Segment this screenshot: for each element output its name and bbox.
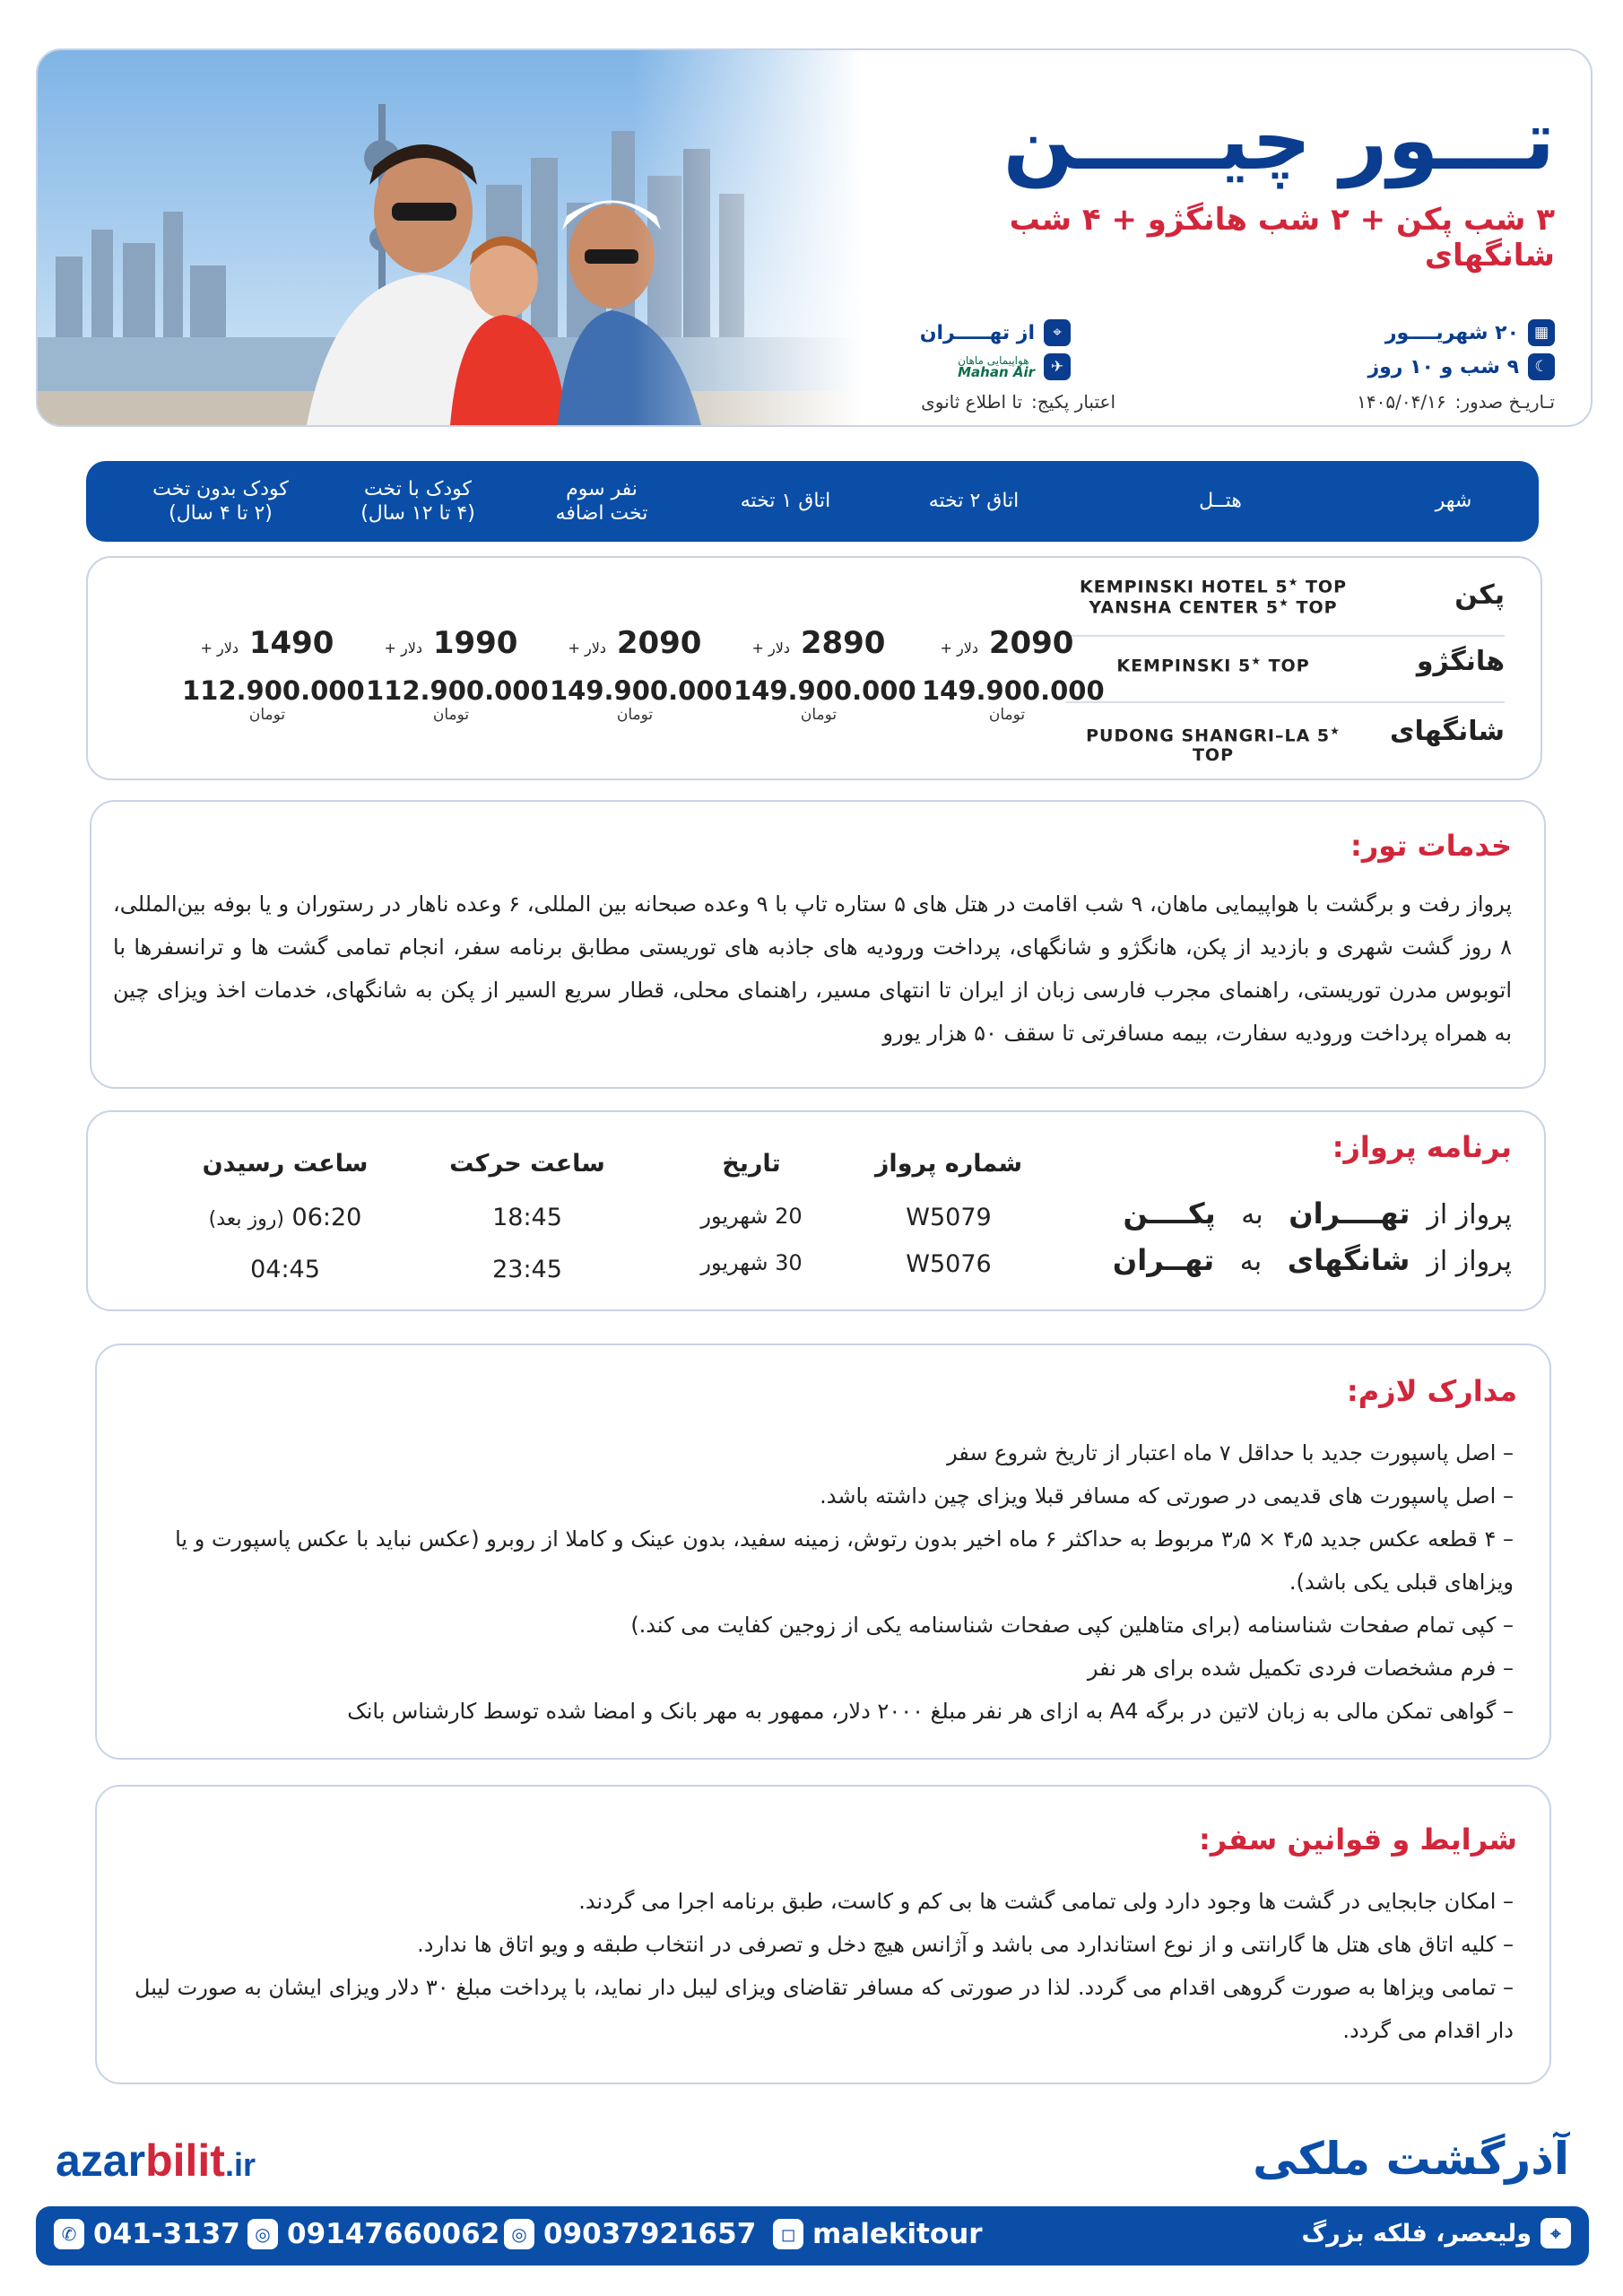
list-item: – اصل پاسپورت جدید با حداقل ۷ ماه اعتبار از تاریخ شروع سفر (115, 1431, 1514, 1474)
issue-date: تـاریـخ صدور: ۱۴۰۵/۰۴/۱۶ (1357, 391, 1555, 413)
th-hotel: هتــل (1199, 490, 1242, 513)
flights-card (86, 1110, 1546, 1311)
price-single: 2890 دلار + 149.900.000 تومان (733, 625, 916, 724)
origin-info: ⌖ از تهـــــران (920, 319, 1071, 346)
list-item: – تمامی ویزاها به صورت گروهی اقدام می گردد. لذا در صورتی که مسافر تقاضای ویزای لیبل دار نماید، با پرداخت مبلغ ۳۰ دلار ویزای ایشان به صورت لیبل دار اقدام می گردد. (115, 1966, 1514, 2052)
azarbilit-logo: azarbilit.ir (56, 2135, 256, 2186)
phone-icon: ✆ (54, 2219, 84, 2249)
hero-photo (38, 50, 863, 425)
city-hangzhou: هانگژو (1416, 646, 1505, 677)
duration-info: ☾ ۹ شب و ۱۰ روز (1367, 353, 1555, 380)
list-item: – ۴ قطعه عکس جدید ۴٫۵ × ۳٫۵ مربوط به حداکثر ۶ ماه اخیر بدون رتوش، زمینه سفید، بدون عینک و کاملا از روبرو (عکس نباید با عکس پاسپورت و یا ویزاهای قبلی یکی باشد). (115, 1518, 1514, 1604)
list-item: – کلیه اتاق های هتل ها گارانتی و از نوع استاندارد می باشد و آژانس هیچ دخل و تصرفی در انتخاب طبقه و ویو اتاق ها ندارد. (115, 1923, 1514, 1966)
airplane-icon: ✈ (1044, 353, 1071, 380)
azargasht-maleki-logo: آذرگشت ملکی (1253, 2133, 1569, 2185)
services-text: پرواز رفت و برگشت با هواپیمایی ماهان، ۹ شب اقامت در هتل های ۵ ستاره تاپ با ۹ وعده صبحانه بین المللی، ۶ وعده ناهار در رستوران و یا بوفه بین‌المللی، ۸ روز گشت شهری و بازدید از پکن، هانگژو و شانگهای، پرداخت ورودیه های جاذبه های توریستی مطابق برنامه سفر، انجام تمامی گشت ها و ترانسفرها با اتوبوس مدرن توریستی، راهنمای مجرب فارسی زبان از ایران تا انتهای مسیر، راهنمای محلی، قطار سریع السیر از پکن به شانگهای، خدمات اخذ ویزای چین به همراه پرداخت ورودیه سفارت، بیمه مسافرتی تا سقف ۵۰ هزار یورو (113, 891, 1513, 1046)
validity: اعتبار پکیج: تا اطلاع ثانوی (921, 391, 1115, 413)
row-divider (1065, 701, 1505, 703)
terms-card (95, 1785, 1551, 2084)
flight-arrive: 06:20 (روز بعد) (208, 1204, 362, 1231)
price-table (86, 556, 1542, 780)
page-title: تـــور چیـــــن (1002, 92, 1555, 188)
list-item: – کپی تمام صفحات شناسنامه (برای متاهلین کپی صفحات شناسنامه یکی از زوجین کفایت می کند.) (115, 1604, 1514, 1647)
th-single: اتاق ۱ تخته (740, 490, 831, 513)
price-child-bed: 1990 دلار + 112.900.000 تومان (366, 625, 549, 724)
th-child-nobed: کودک بدون تخت (۲ تا ۴ سال) (152, 477, 289, 525)
phone-link[interactable]: ✆ 041-3137 (54, 2218, 240, 2250)
flight-number: W5079 (906, 1204, 992, 1231)
address: ⌖ ولیعصر، فلکه بزرگ (1301, 2218, 1571, 2248)
row-divider (1065, 635, 1505, 637)
documents-list (115, 1431, 1514, 1733)
location-pin-icon: ⌖ (1044, 319, 1071, 346)
airline-info (958, 353, 1071, 380)
route-1: پرواز از تهــــران به پکــــن (1123, 1196, 1512, 1231)
hero-info (891, 77, 1555, 418)
hotel-beijing: KEMPINSKI HOTEL 5★ TOP YANSHA CENTER 5★ TOP (1080, 576, 1347, 618)
list-item: – فرم مشخصات فردی تکمیل شده برای هر نفر (115, 1647, 1514, 1690)
route-2: پرواز از شانگهای به تهــران (1112, 1243, 1512, 1277)
whatsapp-icon: ◎ (247, 2219, 278, 2249)
city-shanghai: شانگهای (1389, 716, 1505, 747)
price-child-nobed: 1490 دلار + 112.900.000 تومان (182, 625, 365, 724)
hotel-hangzhou: KEMPINSKI 5★ TOP (1116, 655, 1310, 676)
list-item: – گواهی تمکن مالی به زبان لاتین در برگه A4 به ازای هر نفر مبلغ ۲۰۰۰ دلار، ممهور به مهر بانک و امضا شده توسط کارشناس بانک (115, 1690, 1514, 1733)
services-title: خدمات تور: (1350, 829, 1512, 863)
services-card (90, 800, 1546, 1089)
whatsapp-icon: ◎ (504, 2219, 534, 2249)
price-extra-bed: 2090 دلار + 149.900.000 تومان (550, 625, 733, 724)
moon-icon: ☾ (1528, 353, 1555, 380)
flight-date: 30 شهریور (700, 1250, 803, 1275)
price-double: 2090 دلار + 149.900.000 تومان (922, 625, 1105, 724)
whatsapp-link-1[interactable]: ◎ 09147660062 (247, 2218, 499, 2250)
th-city: شهر (1435, 490, 1472, 513)
th-child-bed: کودک با تخت (۴ تا ۱۲ سال) (360, 477, 475, 525)
list-item: – اصل پاسپورت های قدیمی در صورتی که مسافر قبلا ویزای چین داشته باشد. (115, 1474, 1514, 1518)
tour-subtitle: ۳ شب پکن + ۲ شب هانگژو + ۴ شب شانگهای (1009, 202, 1555, 274)
calendar-icon: ▦ (1528, 319, 1555, 346)
flight-depart: 18:45 (492, 1204, 562, 1231)
location-pin-icon: ⌖ (1541, 2218, 1571, 2248)
airline-logo: هواپیمایی ماهان Mahan Air (958, 353, 1035, 380)
flight-depart: 23:45 (492, 1256, 562, 1283)
contact-bar (36, 2206, 1589, 2266)
documents-card (95, 1344, 1551, 1760)
list-item: – امکان جابجایی در گشت ها وجود دارد ولی تمامی گشت ها بی کم و کاست، طبق برنامه اجرا می گردند. (115, 1880, 1514, 1923)
fh-arrive: ساعت رسیدن (202, 1150, 369, 1178)
hotel-shanghai: PUDONG SHANGRI–LA 5★ TOP (1086, 725, 1341, 766)
documents-title: مدارک لازم: (1346, 1374, 1517, 1408)
flight-arrive: 04:45 (250, 1256, 320, 1283)
fh-number: شماره پرواز (874, 1150, 1023, 1178)
hero-card (36, 48, 1593, 427)
city-beijing: پکن (1454, 579, 1505, 611)
date-info: ▦ ۲۰ شهریــــور (1385, 319, 1555, 346)
th-double: اتاق ۲ تخته (928, 490, 1020, 513)
fh-date: تاریخ (722, 1150, 781, 1178)
flight-date: 20 شهریور (700, 1204, 803, 1229)
flights-title: برنامه پرواز: (1332, 1130, 1512, 1164)
price-table-header (86, 461, 1539, 542)
instagram-icon: ◻ (773, 2219, 803, 2249)
th-extra-bed: نفر سوم تخت اضافه (555, 477, 648, 525)
whatsapp-link-2[interactable]: ◎ 09037921657 (504, 2218, 756, 2250)
flight-number: W5076 (906, 1250, 992, 1278)
fh-depart: ساعت حرکت (449, 1150, 605, 1178)
terms-list (115, 1880, 1514, 2052)
terms-title: شرایط و قوانین سفر: (1199, 1822, 1517, 1857)
instagram-link[interactable]: ◻ malekitour (773, 2218, 983, 2250)
